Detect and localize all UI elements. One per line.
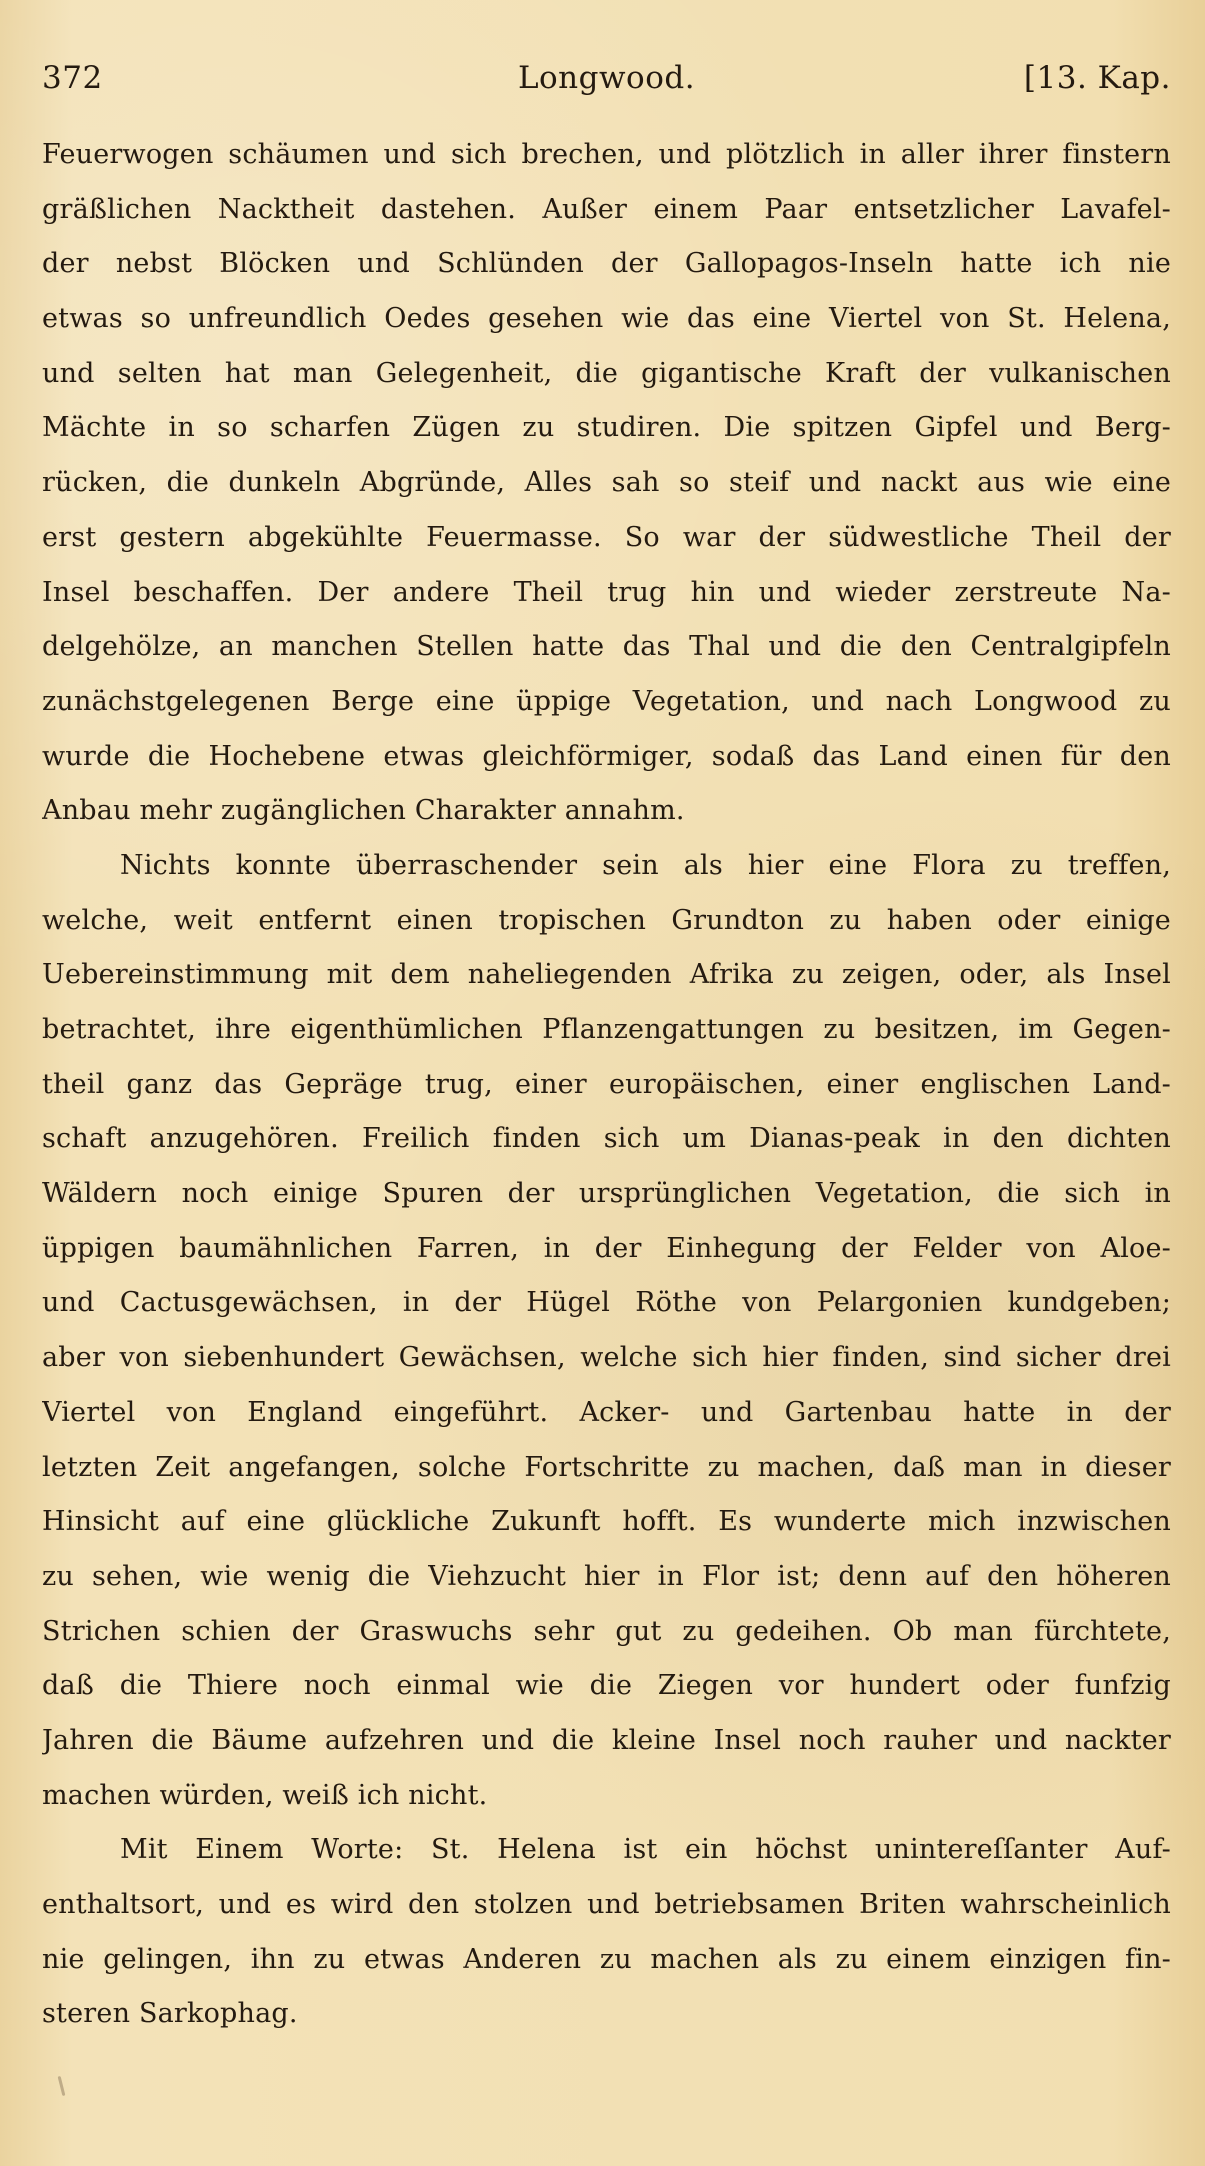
text-line: erst gestern abgekühlte Feuermasse. So war der südwestliche Theil der <box>42 521 1171 553</box>
text-line: gräßlichen Nacktheit dastehen. Außer einem Paar entsetzlicher Lavafel- <box>42 193 1171 225</box>
text-line: der nebst Blöcken und Schlünden der Gallopagos-Inseln hatte ich nie <box>42 248 1171 280</box>
running-title: Longwood. <box>517 60 696 96</box>
paragraph-start-line: Mit Einem Worte: St. Helena ist ein höchst unintereſſanter Auf- <box>120 1834 1171 1866</box>
text-line: Viertel von England eingeführt. Acker- und Gartenbau hatte in der <box>42 1396 1171 1428</box>
text-line: rücken, die dunkeln Abgründe, Alles sah so steif und nackt aus wie eine <box>42 467 1171 499</box>
text-line: welche, weit entfernt einen tropischen Grundton zu haben oder einige <box>42 904 1171 936</box>
text-line: Wäldern noch einige Spuren der ursprünglichen Vegetation, die sich in <box>42 1178 1171 1210</box>
paragraph-end-line: steren Sarkophag. <box>42 1998 298 2030</box>
text-line: theil ganz das Gepräge trug, einer europäischen, einer englischen Land- <box>42 1068 1171 1100</box>
text-line: betrachtet, ihre eigenthümlichen Pflanzengattungen zu besitzen, im Gegen- <box>42 1014 1171 1045</box>
text-line: Strichen schien der Graswuchs sehr gut zu gedeihen. Ob man fürchtete, <box>42 1615 1171 1647</box>
text-line: Feuerwogen schäumen und sich brechen, und plötzlich in aller ihrer finstern <box>42 139 1171 170</box>
text-line: zu sehen, wie wenig die Viehzucht hier in Flor ist; denn auf den höheren <box>42 1560 1171 1592</box>
text-line: und selten hat man Gelegenheit, die gigantische Kraft der vulkanischen <box>42 357 1171 389</box>
text-line: Insel beschaffen. Der andere Theil trug hin und wieder zerstreute Na- <box>42 576 1171 608</box>
ink-mark <box>58 2076 66 2096</box>
text-line: aber von siebenhundert Gewächsen, welche sich hier finden, sind sicher drei <box>42 1342 1171 1374</box>
chapter-label: [13. Kap. <box>1023 60 1171 96</box>
text-line: enthaltsort, und es wird den stolzen und betriebsamen Briten wahrscheinlich <box>42 1889 1171 1920</box>
page-body-text <box>42 128 1171 2042</box>
text-line: Hinsicht auf eine glückliche Zukunft hofft. Es wunderte mich inzwischen <box>42 1506 1171 1538</box>
text-line: nie gelingen, ihn zu etwas Anderen zu machen als zu einem einzigen fin- <box>42 1943 1171 1975</box>
paragraph-end-line: machen würden, weiß ich nicht. <box>42 1779 488 1811</box>
text-line: Jahren die Bäume aufzehren und die kleine Insel noch rauher und nackter <box>42 1724 1171 1756</box>
page-number: 372 <box>42 60 103 96</box>
text-line: und Cactusgewächsen, in der Hügel Röthe von Pelargonien kundgeben; <box>42 1287 1171 1319</box>
text-line: wurde die Hochebene etwas gleichförmiger, sodaß das Land einen für den <box>42 740 1171 772</box>
paragraph-start-line: Nichts konnte überraschender sein als hier eine Flora zu treffen, <box>120 849 1171 881</box>
page-header <box>42 54 1171 102</box>
text-line: zunächstgelegenen Berge eine üppige Vegetation, und nach Longwood zu <box>42 685 1171 717</box>
text-line: schaft anzugehören. Freilich finden sich um Dianas-peak in den dichten <box>42 1123 1171 1155</box>
text-line: Uebereinstimmung mit dem naheliegenden Afrika zu zeigen, oder, als Insel <box>42 959 1171 991</box>
text-line: daß die Thiere noch einmal wie die Ziegen vor hundert oder funfzig <box>42 1670 1171 1702</box>
text-line: Mächte in so scharfen Zügen zu studiren. Die spitzen Gipfel und Berg- <box>42 412 1171 444</box>
text-line: etwas so unfreundlich Oedes gesehen wie das eine Viertel von St. Helena, <box>42 303 1171 335</box>
text-line: üppigen baumähnlichen Farren, in der Einhegung der Felder von Aloe- <box>42 1232 1171 1264</box>
text-line: letzten Zeit angefangen, solche Fortschritte zu machen, daß man in dieser <box>42 1451 1171 1483</box>
paragraph-end-line: Anbau mehr zugänglichen Charakter annahm. <box>42 795 685 827</box>
text-line: delgehölze, an manchen Stellen hatte das Thal und die den Centralgipfeln <box>42 631 1171 663</box>
